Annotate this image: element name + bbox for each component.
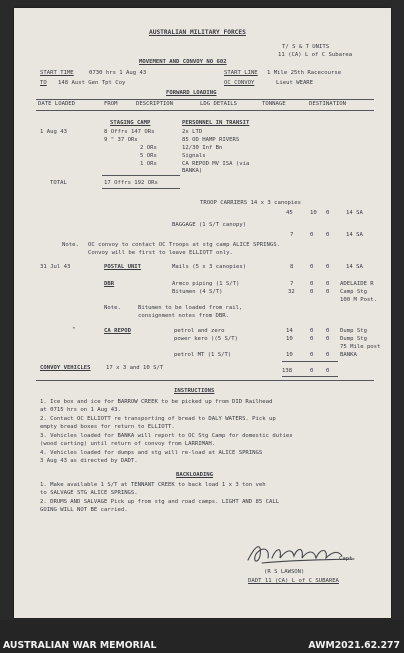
- tonnage-tons: 7: [290, 232, 294, 238]
- signatory-title: DADT 11 (CA) L of C SUBAREA: [248, 578, 339, 584]
- instruction-item: 3. Vehicles loaded for BANKA will report to OC Stg Camp for domestic duties: [40, 433, 293, 439]
- instruction-item: 2. Contact OC ELLIOTT re transporting of bread to DALY WATERS. Pick up: [40, 416, 276, 422]
- movement-heading: MOVEMENT AND CONVOY NO 602: [139, 59, 227, 65]
- tonnage-qrs: 0: [326, 281, 330, 287]
- grand-total-qrs: 0: [326, 368, 330, 374]
- col-tonnage: TONNAGE: [262, 101, 286, 107]
- start-time-value: 0730 hrs 1 Aug 43: [89, 70, 147, 76]
- postal-unit: POSTAL UNIT: [104, 264, 142, 270]
- archive-reference: AWM2021.62.277: [308, 640, 400, 651]
- destination: Camp Stg: [340, 289, 367, 295]
- backloading-item: GOING WILL NOT BE carried.: [40, 507, 128, 513]
- mails: Mails (5 x 3 canopies): [172, 264, 247, 270]
- archive-name: AUSTRALIAN WAR MEMORIAL: [3, 640, 157, 651]
- start-line-label: START LINE: [224, 70, 258, 76]
- to-value: 148 Aust Gen Tpt Coy: [58, 80, 126, 86]
- tonnage-qrs: 0: [326, 336, 330, 342]
- note-text: Convoy will be first to leave ELLIOTT only.: [88, 250, 233, 256]
- staging-count: 5 ORs: [140, 153, 157, 159]
- convoy-vehicles-value: 17 x 3 and 10 S/T: [106, 365, 164, 371]
- staging-unit: 12/30 Inf Bn: [182, 145, 223, 151]
- destination: Dump Stg: [340, 336, 367, 342]
- troop-carriers: TROOP CARRIERS 14 x 3 canopies: [200, 200, 302, 206]
- instruction-item: 4. Vehicles loaded for dumps and stg will re-load at ALICE SPRINGS: [40, 450, 263, 456]
- tonnage-tons: 8: [290, 264, 294, 270]
- instructions-heading: INSTRUCTIONS: [174, 388, 215, 394]
- backloading-item: 2. DRUMS AND SALVAGE Pick up from stg and road camps. LIGHT AND 85 CALL: [40, 499, 280, 505]
- date-loaded-1: 1 Aug 43: [40, 129, 67, 135]
- bitumen: Bitumen (4 S/T): [172, 289, 223, 295]
- staging-camp-heading: STAGING CAMP: [110, 120, 151, 126]
- tonnage-tons: 10: [286, 336, 293, 342]
- document-title: AUSTRALIAN MILITARY FORCES: [149, 29, 246, 36]
- grand-total-cwt: 0: [310, 368, 314, 374]
- destination: 75 Mile post: [340, 344, 381, 350]
- total-value: 17 Offrs 192 ORs: [104, 180, 158, 186]
- destination: ADELAIDE R: [340, 281, 374, 287]
- note-text: OC convoy to contact OC Troops at stg camp ALICE SPRINGS.: [88, 242, 280, 248]
- convoy-vehicles: CONVOY VEHICLES: [40, 365, 91, 371]
- note-label: Note.: [104, 305, 121, 311]
- petrol-mt: petrol MT (1 S/T): [174, 352, 232, 358]
- tonnage-qrs: 0: [326, 352, 330, 358]
- tonnage-tons: 45: [286, 210, 293, 216]
- instruction-item: 1. Ice box and ice for BARROW CREEK to be picked up from DID Railhead: [40, 399, 273, 405]
- destination: Dump Stg: [340, 328, 367, 334]
- tonnage-tons: 32: [288, 289, 295, 295]
- from-unit-line1: T/ S & T UNITS: [282, 44, 330, 50]
- oc-convoy-value: Lieut WEARE: [276, 80, 314, 86]
- armco: Armco piping (1 S/T): [172, 281, 240, 287]
- col-description: DESCRIPTION: [136, 101, 174, 107]
- ditto-mark: ": [72, 327, 76, 333]
- destination: 100 M Post.: [340, 297, 378, 303]
- divider: [36, 380, 374, 381]
- tonnage-tons: 7: [290, 281, 294, 287]
- signatory-name: (R S LAWSON): [264, 569, 305, 575]
- divider: [282, 361, 338, 362]
- start-time-label: START TIME: [40, 70, 74, 76]
- grand-total-tons: 138: [282, 368, 293, 374]
- col-date-loaded: DATE LOADED: [38, 101, 76, 107]
- total-label: TOTAL: [50, 180, 67, 186]
- tonnage-qrs: 0: [326, 210, 330, 216]
- backloading-item: 1. Make available 1 S/T at TENNANT CREEK to back load 1 x 3 ton veh: [40, 482, 266, 488]
- to-label: TO: [40, 80, 47, 86]
- baggage: BAGGAGE (1 S/T canopy): [172, 222, 247, 228]
- staging-count: 8 Offrs 147 ORs: [104, 129, 155, 135]
- staging-count: 9 " 37 ORs: [104, 137, 138, 143]
- instruction-item: 3 Aug 43 as directed by DADT.: [40, 458, 138, 464]
- tonnage-qrs: 0: [326, 328, 330, 334]
- note-label: Note.: [62, 242, 79, 248]
- tonnage-cwt: 0: [310, 232, 314, 238]
- col-ldg-details: LDG DETAILS: [200, 101, 238, 107]
- col-from: FROM: [104, 101, 118, 107]
- staging-unit: Signals: [182, 153, 206, 159]
- tonnage-qrs: 0: [326, 289, 330, 295]
- tonnage-tons: 10: [286, 352, 293, 358]
- document-page: [14, 8, 391, 618]
- destination: BANKA: [340, 352, 357, 358]
- staging-unit: CA REPOD MV ISA (via BANKA): [182, 161, 250, 174]
- staging-count: 1 ORs: [140, 161, 157, 167]
- instruction-item: empty bread boxes for return to ELLIOTT.: [40, 424, 175, 430]
- tonnage-cwt: 0: [310, 328, 314, 334]
- tonnage-cwt: 0: [310, 336, 314, 342]
- divider: [36, 110, 374, 111]
- col-destination: DESTINATION: [309, 101, 347, 107]
- power-kero: power kero )(5 S/T): [174, 336, 238, 342]
- divider: [282, 376, 338, 377]
- petrol-zero: petrol and zero: [174, 328, 225, 334]
- tonnage-qrs: 0: [326, 232, 330, 238]
- divider: [36, 99, 374, 100]
- note-text: Bitumen to be loaded from rail,: [138, 305, 243, 311]
- tonnage-cwt: 0: [310, 289, 314, 295]
- dbr: DBR: [104, 281, 115, 287]
- date-loaded-2: 31 Jul 43: [40, 264, 71, 270]
- signature-rank: Capt: [339, 556, 353, 562]
- tonnage-tons: 14: [286, 328, 293, 334]
- destination: 14 SA: [346, 210, 363, 216]
- from-unit-line2: 11 (CA) L of C Subarea: [278, 52, 353, 58]
- instruction-item: at 0715 hrs on 1 Aug 43.: [40, 407, 121, 413]
- destination: 14 SA: [346, 232, 363, 238]
- start-line-value: 1 Mile 25th Racecourse: [267, 70, 342, 76]
- staging-unit: 2x LTD: [182, 129, 203, 135]
- tonnage-cwt: 0: [310, 352, 314, 358]
- oc-convoy-label: OC CONVOY: [224, 80, 255, 86]
- tonnage-cwt: 0: [310, 264, 314, 270]
- instruction-item: (wood carting) until return of convoy from LARRIMAH.: [40, 441, 216, 447]
- ca-repod: CA REPOD: [104, 328, 131, 334]
- divider: [102, 188, 180, 189]
- tonnage-cwt: 0: [310, 281, 314, 287]
- staging-count: 2 ORs: [140, 145, 157, 151]
- tonnage-cwt: 10: [310, 210, 317, 216]
- forward-loading-heading: FORWARD LOADING: [166, 90, 217, 96]
- personnel-heading: PERSONNEL IN TRANSIT: [182, 120, 250, 126]
- handwritten-signature: [242, 538, 372, 568]
- staging-unit: 85 OD HAMP RIVERS: [182, 137, 240, 143]
- divider: [102, 175, 180, 176]
- archive-footer: [0, 620, 404, 653]
- note-text: consignment notes from DBR.: [138, 313, 229, 319]
- backloading-heading: BACKLOADING: [176, 472, 214, 478]
- backloading-item: to SALVAGE STG ALICE SPRINGS.: [40, 490, 138, 496]
- tonnage-qrs: 0: [326, 264, 330, 270]
- destination: 14 SA: [346, 264, 363, 270]
